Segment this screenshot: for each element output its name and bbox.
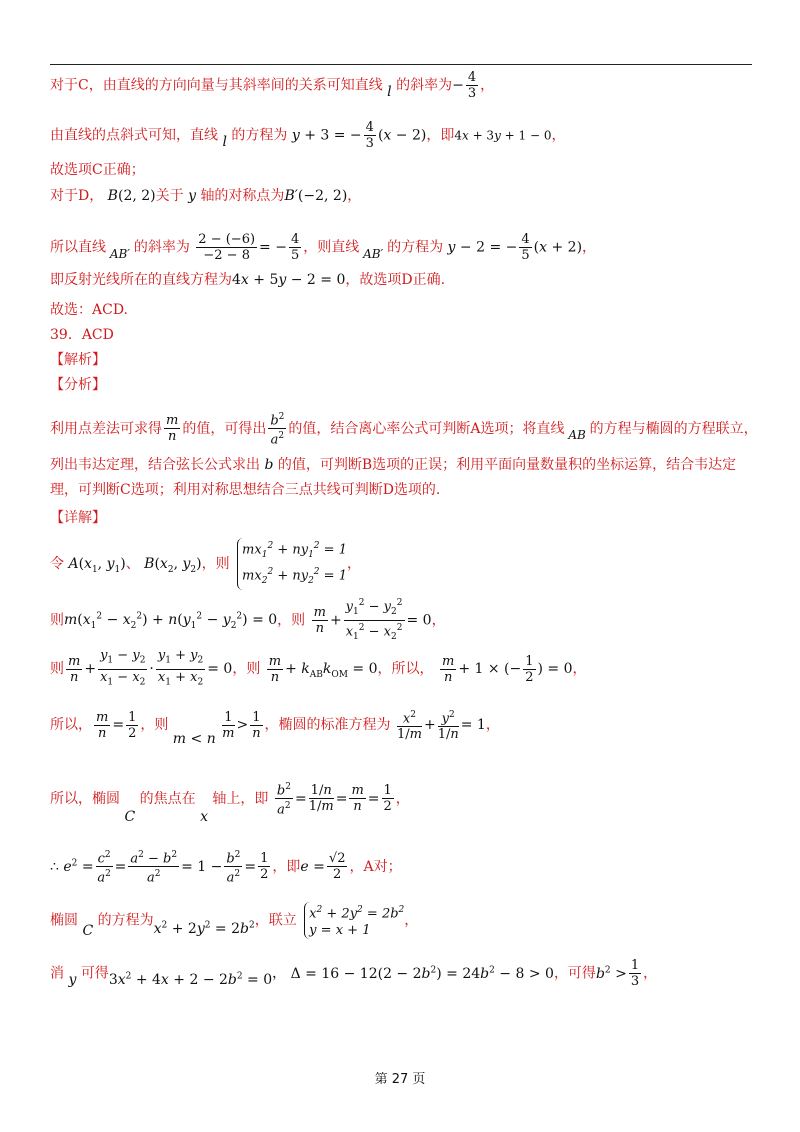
detail-line6: ∴ $e^2$ = $\frac{c^2}{a^2}$ = $\frac{a^2 - b^2}{a^2}$ = 1 − $\frac{b^2}{a^2}$ = $\frac{1}{2}$ ，即e = $\frac{√2}{2}$ ，A对； xyxy=(50,850,402,886)
page-footer: 第 27 页 xyxy=(374,1072,426,1087)
analysis-line2: 列出韦达定理，结合弦长公式求出 b 的值，可判断B选项的正误；利用平面向量数量积的坐标运算，结合韦达定 xyxy=(50,457,737,473)
detail-line1: 令 $A(x_1$, $y_1$)、 $B(x_2$, $y_2$)，则 $mx_1^2 + ny_1^2 = 1$ $mx_2^2 + ny_2^2 = 1$ ， xyxy=(50,538,361,590)
analysis-line3: 理，可判断C选项；利用对称思想结合三点共线可判断D选项的. xyxy=(50,482,441,498)
detail-line3: 则 $\frac{m}{n}$ + $\frac{y_1 - y_2}{x_1 - x_2}$ · $\frac{y_1 + y_2}{x_1 + x_2}$ = 0，则 $\frac{m}{n}$ + $k_{AB}k_{OM} = 0$，所以， $\frac{m}{n}$ + 1 × (− $\frac{1}{2}$ ) = 0， xyxy=(50,648,587,688)
line-c3: 故选项C正确； xyxy=(50,162,145,178)
detail-line5: 所以，椭圆 C 的焦点在 x 轴上，即 $\frac{b^2}{a^2}$ = $\frac{1/n}{1/m}$ = $\frac{m}{n}$ = $\frac{1}{2}$ ， xyxy=(50,782,410,825)
detail-line2: 则$m(x_1^2 - x_2^2) + n(y_1^2 - y_2^2) = 0$，则 $\frac{m}{n}$ + $\frac{y_1^2 - y_2^2}{x_1^2 - x_2^2}$ = 0， xyxy=(50,598,446,642)
line-c1: 对于C，由直线的方向向量与其斜率间的关系可知直线 l 的斜率为− $\frac{4}{3}$ ， xyxy=(50,70,495,101)
detail-line7: 椭圆 C 的方程为$x^2 + 2y^2 = 2b^2$，联立 $x^2 + 2y^2 = 2b^2$ y = x + 1 ， xyxy=(50,902,418,939)
line-d2: 所以直线 AB′ 的斜率为 $\frac{2 - (-6)}{-2 - 8}$ = − $\frac{4}{5}$ ，则直线 AB′ 的方程为 y − 2 = − $\frac{4}{5}$ (x + 2)， xyxy=(50,232,597,263)
question-39: 39．ACD xyxy=(50,327,114,343)
header-rule xyxy=(50,64,752,65)
detail-line8: 消 y 可得$3x^2 + 4x + 2 - 2b^2 = 0$， $\Delta = 16 - 12(2 - 2b^2) = 24b^2 - 8 > 0$，可得$b^2$ > $\frac{1}{3}$ ， xyxy=(50,958,658,989)
line-c2: 由直线的点斜式可知，直线 l 的方程为 y + 3 = − $\frac{4}{3}$ (x − 2)，即4x + 3y + 1 − 0， xyxy=(50,120,566,151)
section-jiexi: 【解析】 xyxy=(50,352,106,368)
analysis-line1: 利用点差法可求得 $\frac{m}{n}$ 的值，可得出 $\frac{b^2}{a^2}$ 的值，结合离心率公式可判断A选项；将直线 AB 的方程与椭圆的方程联立， xyxy=(50,412,758,448)
section-xiangjie: 【详解】 xyxy=(50,510,106,526)
line-d3: 即反射光线所在的直线方程为4x + 5y − 2 = 0，故选项D正确. xyxy=(50,272,446,288)
line-d1: 对于D， B(2, 2)关于 y 轴的对称点为B′(−2, 2)， xyxy=(50,188,362,204)
detail-line4: 所以， $\frac{m}{n}$ = $\frac{1}{2}$ ，则 m < n $\frac{1}{m}$ > $\frac{1}{n}$ ，椭圆的标准方程为 $\frac{x^2}{1/m}$ + $\frac{y^2}{1/n}$ = 1， xyxy=(50,709,500,748)
section-fenxi: 【分析】 xyxy=(50,377,106,393)
line-answer: 故选：ACD. xyxy=(50,302,128,318)
